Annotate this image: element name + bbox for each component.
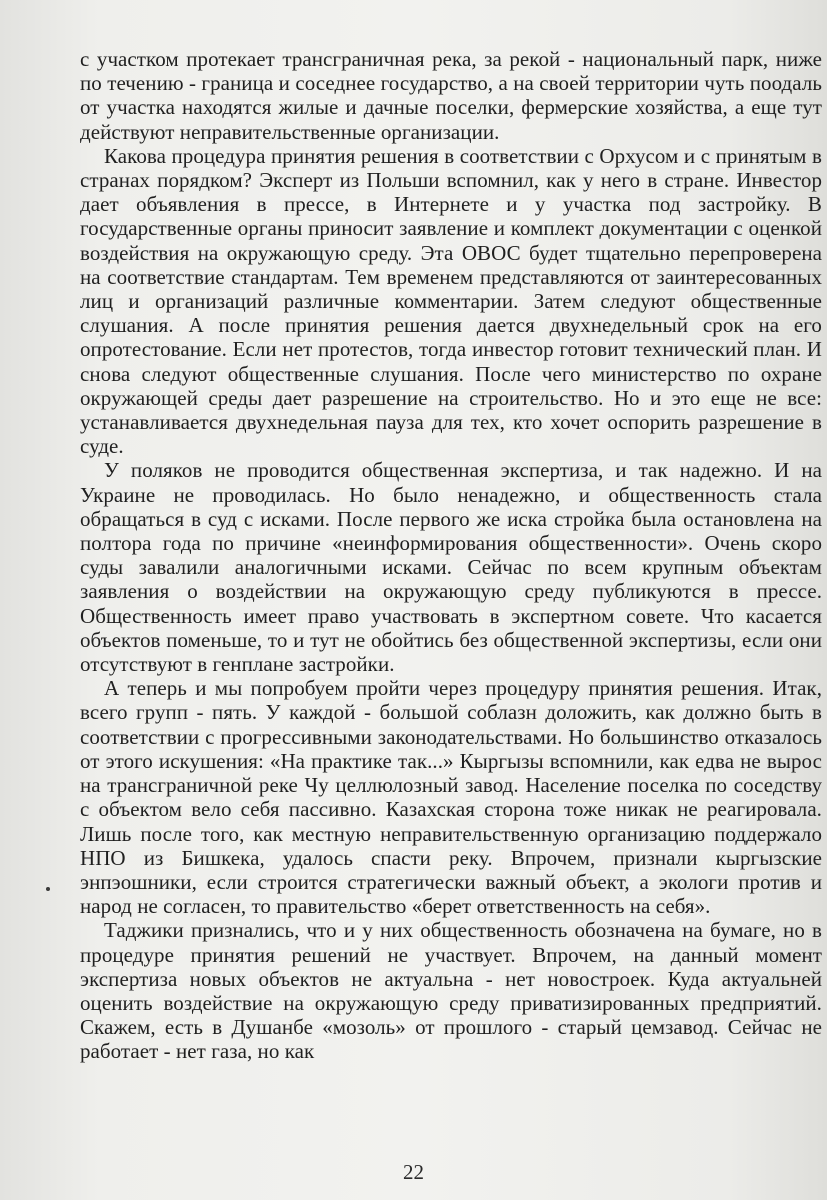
- paragraph-4: А теперь и мы попробуем пройти через процедуру принятия решения. Итак, всего групп - пять. У каждой - большой соблазн доложить, как должно быть в соответствии с прогрессивными законодательствами. Но большинство отказалось от этого искушения: «На практике так...» Кыргызы вспомнили, как едва не вырос на трансграничной реке Чу целлюлозный завод. Население поселка по соседству с объектом вело себя пассивно. Казахская сторона тоже никак не реагировала. Лишь после того, как местную неправительственную организацию поддержало НПО из Бишкека, удалось спасти реку. Впрочем, признали кыргызские энпэошники, если строится стратегически важный объект, а экологи против и народ не согласен, то правительство «берет ответственность на себя».: [80, 676, 822, 919]
- margin-speck: [46, 887, 50, 891]
- paragraph-1: с участком протекает трансграничная река, за рекой - национальный парк, ниже по течению - граница и соседнее государство, а на своей территории чуть поодаль от участка находятся жилые и дачные поселки, фермерские хозяйства, а еще тут действуют неправительственные организации.: [80, 47, 822, 144]
- page-number: 22: [403, 1160, 424, 1184]
- body-text: [80, 47, 822, 1064]
- paragraph-3: У поляков не проводится общественная экспертиза, и так надежно. И на Украине не проводилась. Но было ненадежно, и общественность стала обращаться в суд с исками. После первого же иска стройка была остановлена на полтора года по причине «неинформирования общественности». Очень скоро суды завалили аналогичными исками. Сейчас по всем крупным объектам заявления о воздействии на окружающую среду публикуются в прессе. Общественность имеет право участвовать в экспертном совете. Что касается объектов поменьше, то и тут не обойтись без общественной экспертизы, если они отсутствуют в генплане застройки.: [80, 458, 822, 677]
- paragraph-2: Какова процедура принятия решения в соответствии с Орхусом и с принятым в странах порядком? Эксперт из Польши вспомнил, как у него в стране. Инвестор дает объявления в прессе, в Интернете и у участка под застройку. В государственные органы приносит заявление и комплект документации с оценкой воздействия на окружающую среду. Эта ОВОС будет тщательно перепроверена на соответствие стандартам. Тем временем представляются от заинтересованных лиц и организаций различные комментарии. Затем следуют общественные слушания. А после принятия решения дается двухнедельный срок на его опротестование. Если нет протестов, тогда инвестор готовит технический план. И снова следуют общественные слушания. После чего министерство по охране окружающей среды дает разрешение на строительство. Но и это еще не все: устанавливается двухнедельная пауза для тех, кто хочет оспорить разрешение в суде.: [80, 143, 822, 459]
- paragraph-5: Таджики признались, что и у них общественность обозначена на бумаге, но в процедуре принятия решений не участвует. Впрочем, на данный момент экспертиза новых объектов не актуальна - нет новостроек. Куда актуальней оценить воздействие на окружающую среду приватизированных предприятий. Скажем, есть в Душанбе «мозоль» от прошлого - старый цемзавод. Сейчас не работает - нет газа, но как: [80, 918, 822, 1064]
